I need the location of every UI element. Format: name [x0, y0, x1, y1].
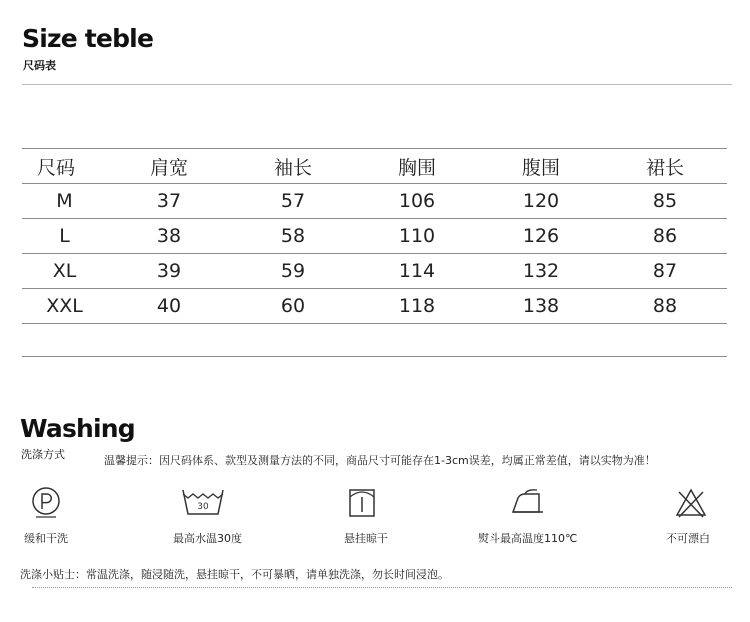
hang-dry-icon: [348, 488, 376, 518]
size-section-subtitle: 尺码表: [23, 59, 56, 72]
table-cell: 86: [603, 219, 727, 254]
table-cell: 106: [355, 184, 479, 219]
dry-clean-p-icon: [30, 486, 62, 518]
table-cell: 110: [355, 219, 479, 254]
table-cell: 85: [603, 184, 727, 219]
divider: [22, 84, 732, 85]
table-cell: 88: [603, 289, 727, 324]
care-label: 最高水温30度: [173, 532, 242, 545]
size-disclaimer-note: 温馨提示：因尺码体系、款型及测量方法的不同，商品尺寸可能存在1-3cm误差，均属正常差值，请以实物为准！: [104, 454, 656, 467]
table-cell: 114: [355, 254, 479, 289]
table-cell: XL: [22, 254, 107, 289]
table-cell: 37: [107, 184, 231, 219]
table-cell: 57: [231, 184, 355, 219]
header-bust: 胸围: [355, 149, 479, 184]
table-row: [22, 184, 727, 219]
header-skirt-length: 裙长: [603, 149, 727, 184]
table-cell: M: [22, 184, 107, 219]
care-label: 熨斗最高温度110℃: [478, 532, 578, 545]
table-cell: 120: [479, 184, 603, 219]
no-bleach-icon: [674, 487, 708, 519]
washing-section-subtitle: 洗涤方式: [21, 448, 65, 461]
table-cell: 138: [479, 289, 603, 324]
table-cell: 38: [107, 219, 231, 254]
care-label: 缓和干洗: [24, 532, 68, 545]
table-cell: L: [22, 219, 107, 254]
size-table-header-row: [22, 149, 727, 184]
header-shoulder: 肩宽: [107, 149, 231, 184]
iron-icon: [510, 488, 546, 516]
header-size: 尺码: [22, 149, 107, 184]
table-cell: 58: [231, 219, 355, 254]
header-sleeve: 袖长: [231, 149, 355, 184]
size-section-title: Size teble: [22, 24, 154, 53]
care-label: 悬挂晾干: [344, 532, 388, 545]
table-cell: 39: [107, 254, 231, 289]
care-label: 不可漂白: [666, 532, 710, 545]
table-cell: 126: [479, 219, 603, 254]
washing-section-title: Washing: [20, 414, 135, 443]
header-waist: 腹围: [479, 149, 603, 184]
wash-temperature-text: 30: [197, 502, 209, 512]
wash-30-icon: [180, 485, 226, 517]
table-row: [22, 289, 727, 324]
table-cell: XXL: [22, 289, 107, 324]
table-cell: 132: [479, 254, 603, 289]
table-row: [22, 254, 727, 289]
divider: [32, 587, 732, 588]
table-row: [22, 219, 727, 254]
table-cell: 87: [603, 254, 727, 289]
table-cell: 40: [107, 289, 231, 324]
size-table: [22, 148, 727, 324]
washing-tips: 洗涤小贴士：常温洗涤，随浸随洗，悬挂晾干，不可暴晒，请单独洗涤，勿长时间浸泡。: [20, 568, 449, 581]
divider: [22, 356, 727, 357]
table-cell: 118: [355, 289, 479, 324]
table-cell: 60: [231, 289, 355, 324]
table-cell: 59: [231, 254, 355, 289]
